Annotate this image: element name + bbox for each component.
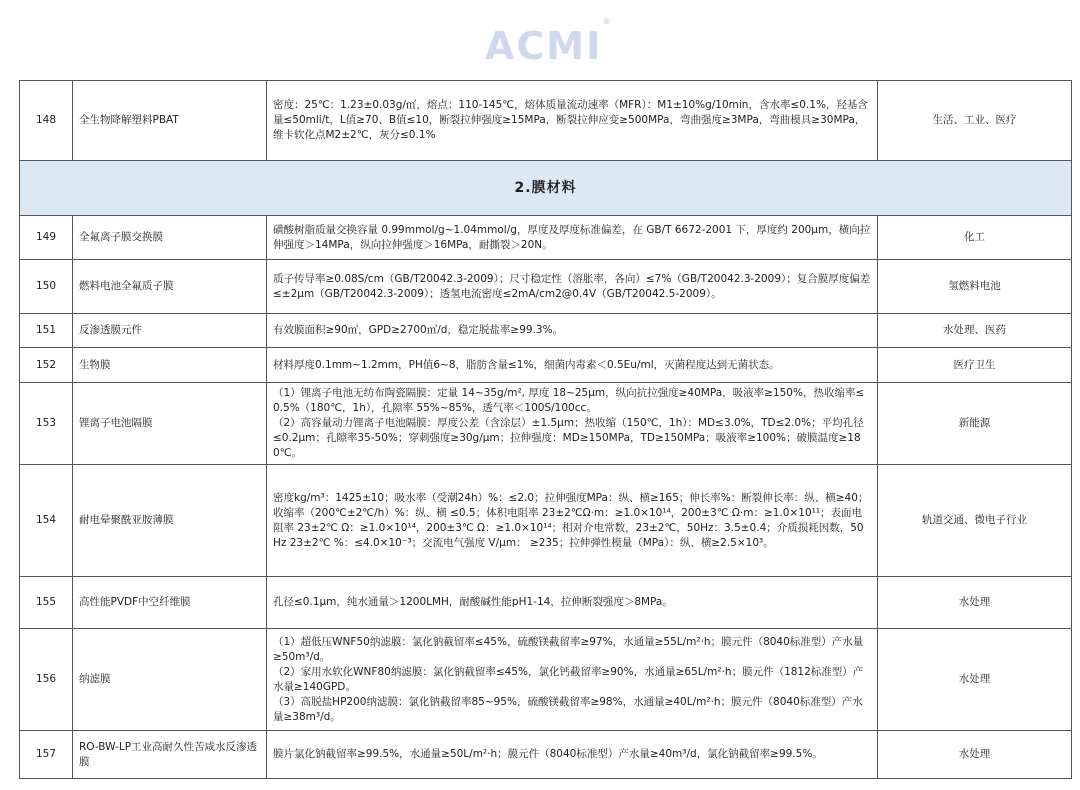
spec-line: （1）锂离子电池无纺布陶瓷隔膜：定量 14~35g/m², 厚度 18~25μm，纵向抗拉强度≥40MPa，吸液率≥150%，热收缩率≤0.5%（180℃，1h），孔隙率 55%~85%，透气率＜100S/100cc。: [273, 387, 865, 414]
material-application: 化工: [878, 216, 1072, 260]
material-application: 医疗卫生: [878, 348, 1072, 383]
table-row: [20, 383, 1072, 465]
material-application: 新能源: [878, 383, 1072, 465]
table-row: [20, 260, 1072, 314]
material-spec: 孔径≤0.1μm，纯水通量＞1200LMH，耐酸碱性能pH1-14，拉伸断裂强度＞8MPa。: [267, 577, 878, 629]
material-name: 全生物降解塑料PBAT: [73, 81, 267, 161]
material-name: 耐电晕聚酰亚胺薄膜: [73, 465, 267, 577]
material-spec: 磺酸树脂质量交换容量 0.99mmol/g~1.04mmol/g，厚度及厚度标准偏差，在 GB/T 6672-2001 下，厚度约 200μm，横向拉伸强度＞14MPa，纵向拉伸强度＞16MPa，耐撕裂＞20N。: [267, 216, 878, 260]
table-row: [20, 348, 1072, 383]
acmi-logo: ACMI®: [485, 17, 614, 68]
row-number: 148: [20, 81, 73, 161]
material-spec: 材料厚度0.1mm~1.2mm，PH值6~8，脂肪含量≤1%，细菌内毒素＜0.5Eu/ml，灭菌程度达到无菌状态。: [267, 348, 878, 383]
material-application: 水处理: [878, 731, 1072, 779]
spec-line: （2）高容量动力锂离子电池隔膜：厚度公差（含涂层）±1.5μm；热收缩（150℃，1h）：MD≤3.0%，TD≤2.0%；平均孔径≤0.2μm；孔隙率35-50%；穿刺强度≥30g/μm；拉伸强度：MD≥150MPa，TD≥150MPa；吸液率≥100%；破膜温度≥180℃。: [273, 417, 864, 459]
row-number: 153: [20, 383, 73, 465]
material-spec: 质子传导率≥0.08S/cm（GB/T20042.3-2009）；尺寸稳定性（溶胀率，各向）≤7%（GB/T20042.3-2009）；复合膜厚度偏差≤±2μm（GB/T20042.3-2009）；透氢电流密度≤2mA/cm2@0.4V（GB/T20042.5-2009）。: [267, 260, 878, 314]
material-name: 燃料电池全氟质子膜: [73, 260, 267, 314]
material-name: 全氟离子膜交换膜: [73, 216, 267, 260]
material-name: 纳滤膜: [73, 629, 267, 731]
registered-mark-icon: ®: [602, 17, 614, 27]
material-spec: [267, 383, 878, 465]
material-application: 水处理、医药: [878, 314, 1072, 348]
table-row: [20, 314, 1072, 348]
table-row: [20, 629, 1072, 731]
spec-line: （3）高脱盐HP200纳滤膜：氯化钠截留率85~95%，硫酸镁截留率≥98%，水通量≥40L/m²·h；膜元件（8040标准型）产水量≥38m³/d。: [273, 695, 863, 723]
material-name: RO-BW-LP工业高耐久性苦咸水反渗透膜: [73, 731, 267, 779]
material-name: 反渗透膜元件: [73, 314, 267, 348]
row-number: 150: [20, 260, 73, 314]
material-spec: 有效膜面积≥90㎡，GPD≥2700㎥/d，稳定脱盐率≥99.3%。: [267, 314, 878, 348]
section-title: 2.膜材料: [20, 161, 1072, 216]
material-application: 水处理: [878, 629, 1072, 731]
row-number: 151: [20, 314, 73, 348]
material-name: 锂离子电池隔膜: [73, 383, 267, 465]
row-number: 154: [20, 465, 73, 577]
table-row: [20, 81, 1072, 161]
material-spec: 膜片氯化钠截留率≥99.5%，水通量≥50L/m²·h；膜元件（8040标准型）产水量≥40m³/d，氯化钠截留率≥99.5%。: [267, 731, 878, 779]
material-application: 氢燃料电池: [878, 260, 1072, 314]
spec-line: （2）家用水软化WNF80纳滤膜：氯化钠截留率≤45%，氯化钙截留率≥90%，水通量≥65L/m²·h；膜元件（1812标准型）产水量≥140GPD。: [273, 665, 864, 693]
row-number: 155: [20, 577, 73, 629]
material-name: 生物膜: [73, 348, 267, 383]
material-spec: [267, 629, 878, 731]
material-application: 轨道交通、微电子行业: [878, 465, 1072, 577]
row-number: 156: [20, 629, 73, 731]
row-number: 157: [20, 731, 73, 779]
material-spec: 密度：25℃：1.23±0.03g/㎥，熔点：110-145℃，熔体质量流动速率（MFR）：M1±10%g/10min，含水率≤0.1%，羟基含量≤50mli/t，L值≥70、B值≤10，断裂拉伸强度≥15MPa，断裂拉伸应变≥500MPa，弯曲强度≥3MPa，弯曲模具≥30MPa，维卡软化点M2±2℃，灰分≤0.1%: [267, 81, 878, 161]
material-application: 生活、工业、医疗: [878, 81, 1072, 161]
materials-spec-table: [19, 80, 1072, 779]
material-spec: 密度kg/m³：1425±10；吸水率（受潮24h）%：≤2.0；拉伸强度MPa：纵、横≥165；伸长率%：断裂伸长率：纵、横≥40；收缩率（200℃±2℃/h）%：纵、横 ≤0.5；体积电阻率 23±2℃Ω·m：≥1.0×10¹⁴，200±3℃ Ω·m：≥1.0×10¹¹；表面电阻率 23±2℃ Ω：≥1.0×10¹⁴，200±3℃ Ω：≥1.0×10¹⁴；相对介电常数，23±2℃，50Hz：3.5±0.4；介质损耗因数，50Hz 23±2℃ %：≤4.0×10⁻³；交流电气强度 V/μm： ≥235；拉伸弹性模量（MPa）：纵、横≥2.5×10³。: [267, 465, 878, 577]
material-application: 水处理: [878, 577, 1072, 629]
row-number: 149: [20, 216, 73, 260]
table-row: [20, 731, 1072, 779]
section-header-row: [20, 161, 1072, 216]
table-row: [20, 216, 1072, 260]
table-row: [20, 465, 1072, 577]
row-number: 152: [20, 348, 73, 383]
table-row: [20, 577, 1072, 629]
material-name: 高性能PVDF中空纤维膜: [73, 577, 267, 629]
spec-line: （1）超低压WNF50纳滤膜：氯化钠截留率≤45%，硫酸镁截留率≥97%，水通量≥55L/m²·h；膜元件（8040标准型）产水量≥50m³/d。: [273, 635, 864, 663]
